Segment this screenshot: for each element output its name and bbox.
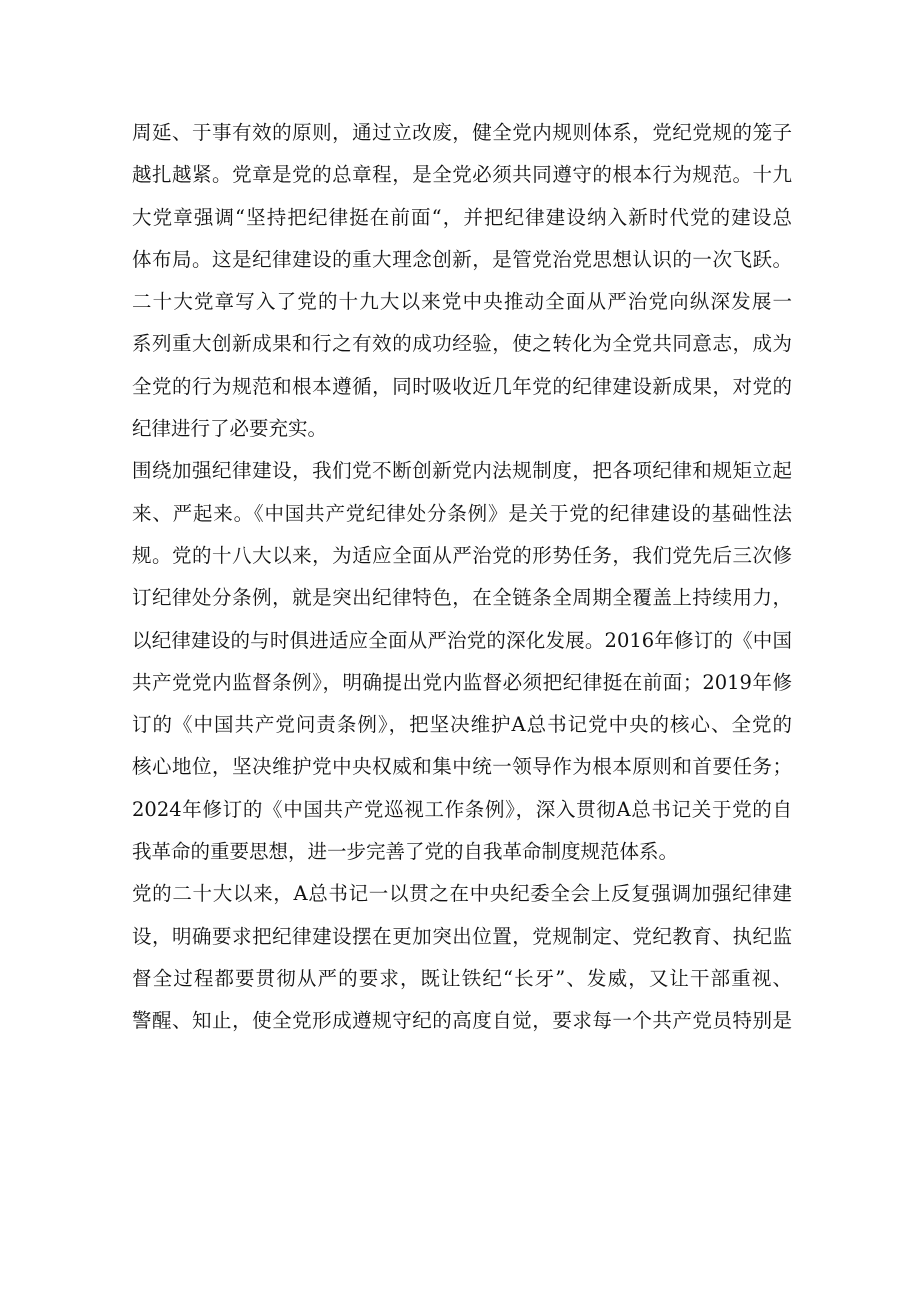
text-line: 越扎越紧。党章是党的总章程，是全党必须共同遵守的根本行为规范。十九: [132, 163, 792, 187]
text-line: 订的《中国共产党问责条例》，把坚决维护A总书记党中央的核心、全党的: [132, 713, 792, 737]
paragraph-1: [132, 112, 792, 450]
text-line: 核心地位，坚决维护党中央权威和集中统一领导作为根本原则和首要任务；: [132, 755, 792, 779]
text-line: 规。党的十八大以来，为适应全面从严治党的形势任务，我们党先后三次修: [132, 543, 792, 567]
text-line: 围绕加强纪律建设，我们党不断创新党内法规制度，把各项纪律和规矩立起: [132, 459, 792, 483]
paragraph-3: [132, 873, 792, 1042]
text-line: 共产党党内监督条例》，明确提出党内监督必须把纪律挺在前面；2019年修: [132, 670, 792, 694]
text-line: 二十大党章写入了党的十九大以来党中央推动全面从严治党向纵深发展一: [132, 290, 792, 314]
document-body: [132, 112, 792, 1043]
text-line: 大党章强调“坚持把纪律挺在前面“，并把纪律建设纳入新时代党的建设总: [132, 205, 792, 229]
text-line: 系列重大创新成果和行之有效的成功经验，使之转化为全党共同意志，成为: [132, 332, 792, 356]
text-line: 周延、于事有效的原则，通过立改废，健全党内规则体系，党纪党规的笼子: [132, 121, 792, 144]
text-line: 督全过程都要贯彻从严的要求，既让铁纪“长牙”、发威，又让干部重视、: [132, 966, 792, 990]
text-line: 纪律进行了必要充实。: [132, 417, 328, 441]
text-line: 党的二十大以来，A总书记一以贯之在中央纪委全会上反复强调加强纪律建: [132, 882, 792, 906]
text-line: 以纪律建设的与时俱进适应全面从严治党的深化发展。2016年修订的《中国: [132, 628, 792, 652]
text-line: 警醒、知止，使全党形成遵规守纪的高度自觉，要求每一个共产党员特别是: [132, 1009, 792, 1033]
text-line: 来、严起来。《中国共产党纪律处分条例》是关于党的纪律建设的基础性法: [132, 501, 792, 525]
text-line: 设，明确要求把纪律建设摆在更加突出位置，党规制定、党纪教育、执纪监: [132, 924, 792, 948]
text-line: 体布局。这是纪律建设的重大理念创新，是管党治党思想认识的一次飞跃。: [132, 247, 792, 271]
paragraph-2: [132, 450, 792, 873]
text-line: 2024年修订的《中国共产党巡视工作条例》，深入贯彻A总书记关于党的自: [132, 797, 792, 821]
text-line: 我革命的重要思想，进一步完善了党的自我革命制度规范体系。: [132, 840, 679, 864]
text-line: 全党的行为规范和根本遵循，同时吸收近几年党的纪律建设新成果，对党的: [132, 374, 792, 398]
text-line: 订纪律处分条例，就是突出纪律特色，在全链条全周期全覆盖上持续用力，: [132, 586, 792, 610]
